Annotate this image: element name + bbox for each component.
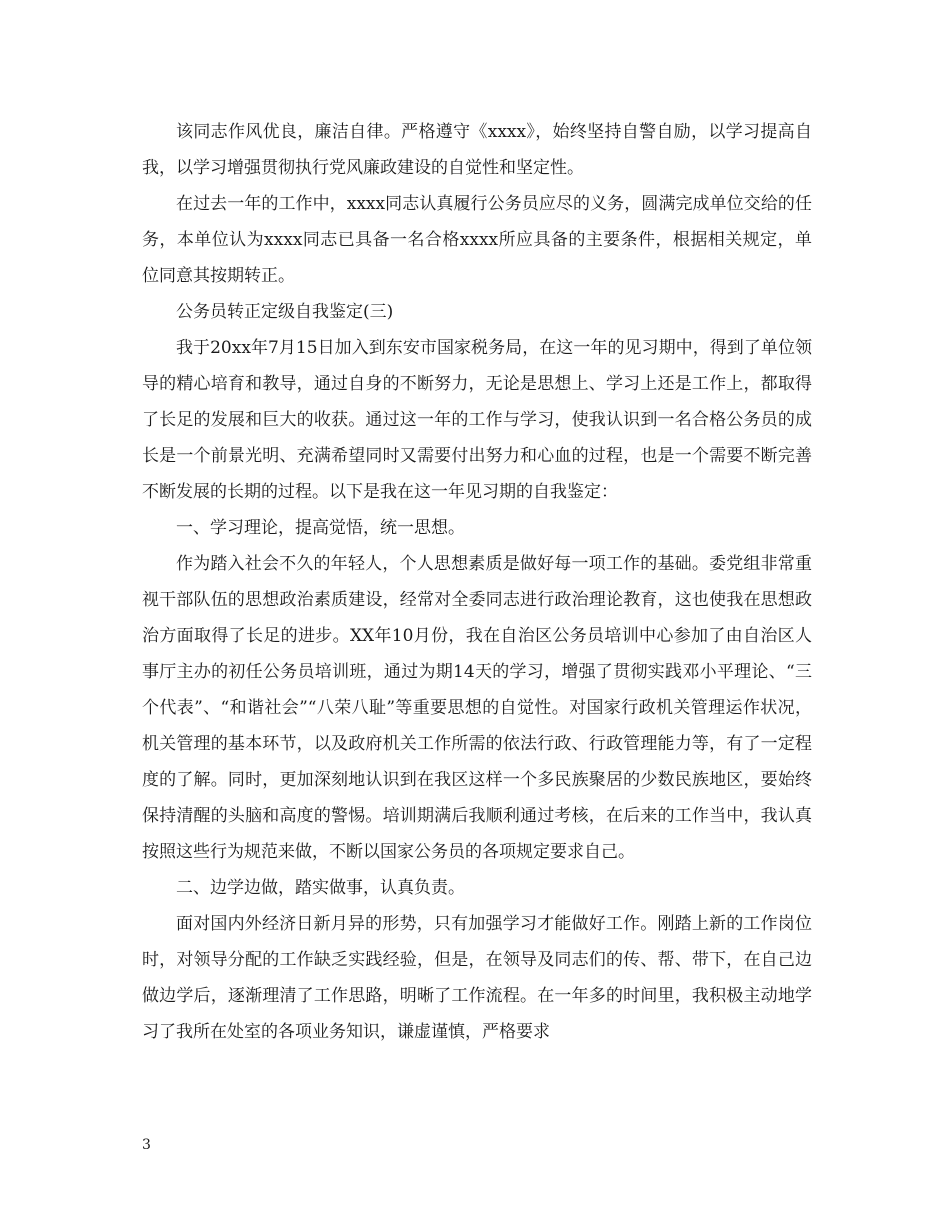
paragraph-theory: 作为踏入社会不久的年轻人，个人思想素质是做好每一项工作的基础。委党组非常重视干部队伍的思想政治素质建设，经常对全委同志进行政治理论教育，这也使我在思想政治方面取得了长足的进步。XX年10月份，我在自治区公务员培训中心参加了由自治区人事厅主办的初任公务员培训班，通过为期14天的学习，增强了贯彻实践邓小平理论、“三个代表”、“和谐社会”“八荣八耻”等重要思想的自觉性。对国家行政机关管理运作状况，机关管理的基本环节，以及政府机关工作所需的依法行政、行政管理能力等，有了一定程度的了解。同时，更加深刻地认识到在我区这样一个多民族聚居的少数民族地区，要始终保持清醒的头脑和高度的警惕。培训期满后我顺利通过考核，在后来的工作当中，我认真按照这些行为规范来做，不断以国家公务员的各项规定要求自己。 [142,554,812,862]
page-number: 3 [142,1137,151,1153]
paragraph-unit-conclusion: 在过去一年的工作中，xxxx同志认真履行公务员应尽的义务，圆满完成单位交给的任务，本单位认为xxxx同志已具备一名合格xxxx所应具备的主要条件，根据相关规定，单位同意其按期转正。 [142,194,812,286]
section-heading-practice: 二、边学边做，踏实做事，认真负责。 [176,878,465,898]
paragraph-integrity: 该同志作风优良，廉洁自律。严格遵守《xxxx》，始终坚持自警自励，以学习提高自我，以学习增强贯彻执行党风廉政建设的自觉性和坚定性。 [142,122,812,178]
document-body [142,114,812,1050]
paragraph-practice: 面对国内外经济日新月异的形势，只有加强学习才能做好工作。刚踏上新的工作岗位时，对领导分配的工作缺乏实践经验，但是，在领导及同志们的传、帮、带下，在自己边做边学后，逐渐理清了工作思路，明晰了工作流程。在一年多的时间里，我积极主动地学习了我所在处室的各项业务知识，谦虚谨慎，严格要求 [142,914,812,1042]
paragraph-introduction: 我于20xx年7月15日加入到东安市国家税务局，在这一年的见习期中，得到了单位领导的精心培育和教导，通过自身的不断努力，无论是思想上、学习上还是工作上，都取得了长足的发展和巨大的收获。通过这一年的工作与学习，使我认识到一名合格公务员的成长是一个前景光明、充满希望同时又需要付出努力和心血的过程，也是一个需要不断完善不断发展的长期的过程。以下是我在这一年见习期的自我鉴定： [142,338,812,502]
section-heading-theory: 一、学习理论，提高觉悟，统一思想。 [176,518,465,538]
section-title: 公务员转正定级自我鉴定(三) [176,302,394,322]
